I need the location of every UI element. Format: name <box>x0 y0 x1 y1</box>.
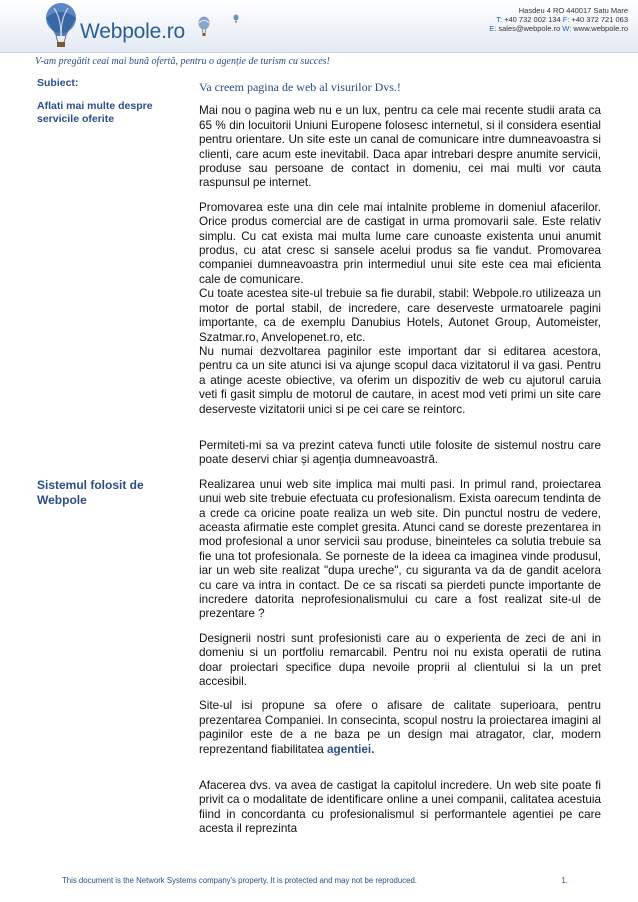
phone-label: T: <box>496 15 503 24</box>
address-line: Hasdeu 4 RO 440017 Satu Mare <box>518 6 628 15</box>
web-value[interactable]: www.webpole.ro <box>571 24 628 33</box>
paragraph-9: Afacerea dvs. va avea de castigat la capitolul incredere. Un web site poate fi privit ca o modalitate de identificare online a unei companii, calitatea acestuia fiind in concordanta cu profesionalismul si performantele agentiei pe care acesta il reprezinta <box>199 779 601 836</box>
paragraph-8-accent: agentiei. <box>327 742 375 756</box>
paragraph-5: Permiteti-mi sa va prezint cateva functi utile folosite de sistemul nostru care poate deservi chiar și agenția dumneavoastră. <box>199 438 601 467</box>
paragraph-7: Designerii nostri sunt profesionisti care au o experienta de zeci de ani in domeniu si un portfoliu remarcabil. Pentru noi nu exista operatii de rutina doar proiectari specifice dupa nevoile proprii al clientului si la un pret accesibil. <box>199 631 601 689</box>
brand-logo-text: Webpole.ro <box>80 20 186 43</box>
page-title: Va creem pagina de web al visurilor Dvs.! <box>199 80 401 94</box>
fax-label: F: <box>562 15 570 24</box>
page-number: 1. <box>561 876 568 885</box>
footer-notice: This document is the Network Systems company's property. It is protected and may not be reproduced. <box>62 876 417 885</box>
paragraph-8-text: Site-ul isi propune sa ofere o afisare de calitate superioara, pentru prezentarea Companiei. In consecinta, scopul nostru la proiectarea imagini al paginilor este de a ne baza pe un design mai atragator, clar, modern reprezentand fiabilitatea <box>199 699 601 756</box>
tiny-balloon-icon <box>233 14 239 24</box>
services-label: Aflati mai multe despre servicile oferite <box>37 100 153 125</box>
email-web-line <box>489 24 628 33</box>
system-label: Sistemul folosit de Webpole <box>37 478 144 507</box>
fax-value: +40 372 721 063 <box>569 15 628 24</box>
paragraph-4: Nu numai dezvoltarea paginilor este important dar si editarea acestora, pentru ca un site atunci isi va ajunge scopul daca vizitatorul il va gasi. Pentru a atinge aceste obiective, va oferim un dispozitiv de web cu ajutorul caruia veti fi gasit simplu de motorul de cautare, in acest mod veti primi un site care deserveste vizitatorii unici si pe cei care se reintorc. <box>199 344 601 416</box>
main-content <box>199 80 601 847</box>
paragraph-1: Mai nou o pagina web nu e un lux, pentru ca cele mai recente studii arata ca 65 % din locuitorii Uniuni Europene folosesc internetul, si il considera esential pentru orientare. Un site este un canal de comunicare intre dumneavoastra si clienti, care acum este inevitabil. Daca apar intrebari despre anumite servicii, produse sau persoane de contact in domeniu, cei mai multi vor cauta raspunsul pe internet. <box>199 104 601 190</box>
tagline: V-am pregătit ceai mai bună ofertă, pentru o agenție de turism cu succes! <box>35 56 330 67</box>
small-balloon-icon <box>198 16 210 38</box>
paragraph-3: Cu toate acestea site-ul trebuie sa fie durabil, stabil: Webpole.ro utilizeaza un motor de portal stabil, de incredere, care deserveste urmatoarele pagini importante, ca de exemplu Danubius Hotels, Autonet Group, Automeister, Szatmar.ro, Anvelopenet.ro, etc. <box>199 287 601 344</box>
paragraph-6: Realizarea unui web site implica mai multi pasi. In primul rand, proiectarea unui web site trebuie efectuata cu profesionalism. Exista oarecum tendinta de a crede ca oricine poate realiza un web site. Din punctul nostru de vedere, aceasta afirmatie este complet gresita. Atunci cand se doreste prezentarea in mod profesional a unor servicii sau produse, bineinteles ca solutia trebuie sa fie una tot profesionala. Se porneste de la ideea ca imaginea vinde produsul, iar un web site realizat "dupa ureche", cu siguranta va da de gandit acelora cu care va intra in contact. De ce sa riscati sa pierdeti puncte importante de incredere datorita neprofesionalismului cu care a fost realizat site-ul de prezentare ? <box>199 477 601 621</box>
paragraph-8 <box>199 699 601 757</box>
paragraph-2: Promovarea este una din cele mai intalnite probleme in domeniul afacerilor. Orice produs comercial are de castigat in urma promovarii sale. Este relativ simplu. Cu cat exista mai multa lume care cunoaste existenta unui anumit produs, cu atat cresc si sansele acelui produs sa fie vandut. Promovarea companiei dumneavoastra prin intermediul unui site este cea mai eficienta cale de comunicare. <box>199 200 601 286</box>
phone-value: +40 732 002 134 <box>502 15 563 24</box>
web-label: W: <box>562 24 572 33</box>
email-value[interactable]: sales@webpole.ro <box>496 24 563 33</box>
page-header <box>0 0 638 53</box>
hot-air-balloon-logo-icon <box>44 2 78 48</box>
subject-label: Subiect: <box>37 77 79 89</box>
contact-info <box>489 6 628 33</box>
phone-fax-line <box>489 15 628 24</box>
email-label: E: <box>489 24 497 33</box>
